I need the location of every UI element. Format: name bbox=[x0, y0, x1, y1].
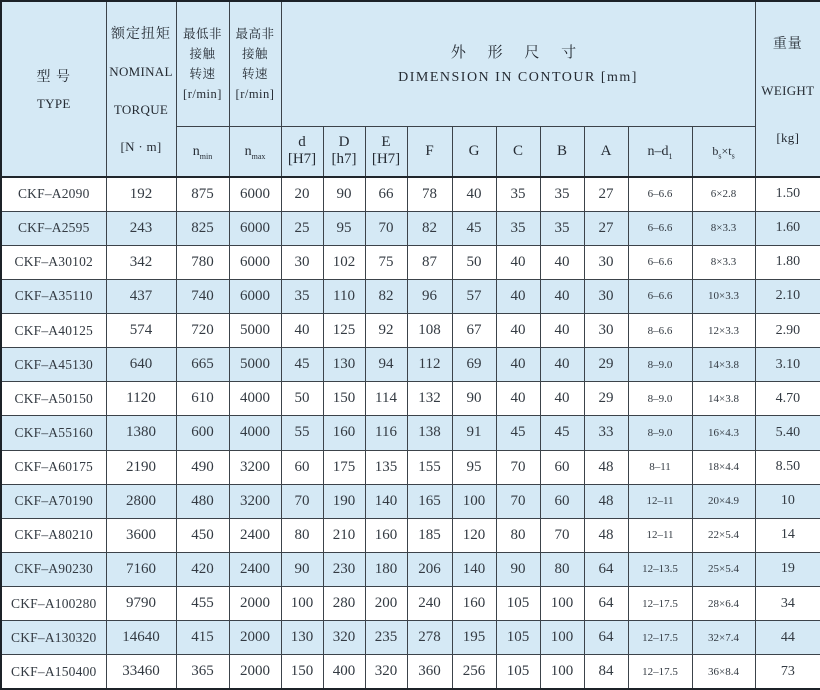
subcol-E-tolerance: [H7] bbox=[371, 151, 401, 168]
cell-bxt: 25×5.4 bbox=[692, 552, 755, 586]
cell-F: 96 bbox=[407, 279, 452, 313]
cell-E: 82 bbox=[365, 279, 407, 313]
cell-bxt: 16×4.3 bbox=[692, 416, 755, 450]
cell-C: 40 bbox=[496, 348, 540, 382]
cell-bxt: 10×3.3 bbox=[692, 279, 755, 313]
cell-d: 45 bbox=[281, 348, 323, 382]
torque-header-en2: TORQUE bbox=[113, 101, 169, 117]
torque-header-unit: [N · m] bbox=[120, 138, 162, 154]
cell-weight: 3.10 bbox=[755, 348, 820, 382]
cell-E: 66 bbox=[365, 177, 407, 211]
dimension-header-en: DIMENSION IN CONTOUR [mm] bbox=[398, 70, 638, 86]
cell-nd1: 8–9.0 bbox=[628, 348, 692, 382]
cell-d: 25 bbox=[281, 211, 323, 245]
cell-weight: 73 bbox=[755, 655, 820, 689]
cell-torque: 3600 bbox=[106, 518, 176, 552]
cell-d: 50 bbox=[281, 382, 323, 416]
cell-nd1: 12–17.5 bbox=[628, 655, 692, 689]
cell-model: CKF–A50150 bbox=[1, 382, 106, 416]
cell-weight: 14 bbox=[755, 518, 820, 552]
cell-bxt: 22×5.4 bbox=[692, 518, 755, 552]
cell-C: 40 bbox=[496, 382, 540, 416]
cell-B: 80 bbox=[540, 552, 584, 586]
cell-weight: 19 bbox=[755, 552, 820, 586]
subcol-nmin bbox=[176, 126, 229, 177]
cell-nmin: 720 bbox=[176, 314, 229, 348]
cell-D: 400 bbox=[323, 655, 365, 689]
weight-header-unit: [kg] bbox=[776, 129, 800, 145]
nmin-unit: [r/min] bbox=[183, 86, 222, 101]
table-row bbox=[1, 211, 820, 245]
cell-D: 175 bbox=[323, 450, 365, 484]
cell-E: 75 bbox=[365, 245, 407, 279]
cell-model: CKF–A30102 bbox=[1, 245, 106, 279]
cell-F: 278 bbox=[407, 621, 452, 655]
cell-nmin: 490 bbox=[176, 450, 229, 484]
cell-bxt: 8×3.3 bbox=[692, 245, 755, 279]
cell-model: CKF–A150400 bbox=[1, 655, 106, 689]
cell-nmin: 825 bbox=[176, 211, 229, 245]
cell-torque: 342 bbox=[106, 245, 176, 279]
cell-F: 87 bbox=[407, 245, 452, 279]
cell-C: 80 bbox=[496, 518, 540, 552]
table-row bbox=[1, 518, 820, 552]
cell-A: 33 bbox=[584, 416, 628, 450]
cell-D: 125 bbox=[323, 314, 365, 348]
cell-nmin: 365 bbox=[176, 655, 229, 689]
cell-nmax: 6000 bbox=[229, 211, 281, 245]
nmin-line1: 最低非 bbox=[182, 26, 222, 41]
cell-C: 35 bbox=[496, 211, 540, 245]
cell-C: 45 bbox=[496, 416, 540, 450]
cell-D: 130 bbox=[323, 348, 365, 382]
subcol-C: C bbox=[496, 126, 540, 177]
table-row bbox=[1, 245, 820, 279]
cell-D: 150 bbox=[323, 382, 365, 416]
cell-B: 40 bbox=[540, 382, 584, 416]
cell-D: 320 bbox=[323, 621, 365, 655]
cell-E: 116 bbox=[365, 416, 407, 450]
cell-nd1: 6–6.6 bbox=[628, 177, 692, 211]
cell-A: 27 bbox=[584, 177, 628, 211]
subcol-B: B bbox=[540, 126, 584, 177]
weight-header-zh: 重量 bbox=[772, 36, 803, 52]
cell-G: 95 bbox=[452, 450, 496, 484]
cell-G: 91 bbox=[452, 416, 496, 450]
cell-torque: 7160 bbox=[106, 552, 176, 586]
cell-A: 48 bbox=[584, 450, 628, 484]
cell-model: CKF–A2595 bbox=[1, 211, 106, 245]
cell-nd1: 12–11 bbox=[628, 518, 692, 552]
cell-F: 155 bbox=[407, 450, 452, 484]
cell-weight: 10 bbox=[755, 484, 820, 518]
cell-nmin: 610 bbox=[176, 382, 229, 416]
cell-nmin: 740 bbox=[176, 279, 229, 313]
cell-weight: 5.40 bbox=[755, 416, 820, 450]
cell-C: 40 bbox=[496, 279, 540, 313]
cell-weight: 8.50 bbox=[755, 450, 820, 484]
table-row bbox=[1, 382, 820, 416]
col-header-type bbox=[1, 1, 106, 177]
cell-weight: 2.90 bbox=[755, 314, 820, 348]
cell-E: 140 bbox=[365, 484, 407, 518]
cell-nmax: 2400 bbox=[229, 518, 281, 552]
cell-nmax: 6000 bbox=[229, 245, 281, 279]
cell-model: CKF–A40125 bbox=[1, 314, 106, 348]
subcol-F: F bbox=[407, 126, 452, 177]
cell-model: CKF–A60175 bbox=[1, 450, 106, 484]
cell-B: 60 bbox=[540, 450, 584, 484]
cell-bxt: 20×4.9 bbox=[692, 484, 755, 518]
cell-nmin: 780 bbox=[176, 245, 229, 279]
cell-G: 195 bbox=[452, 621, 496, 655]
cell-F: 138 bbox=[407, 416, 452, 450]
cell-D: 102 bbox=[323, 245, 365, 279]
subcol-D bbox=[323, 126, 365, 177]
cell-nmax: 2000 bbox=[229, 655, 281, 689]
cell-G: 69 bbox=[452, 348, 496, 382]
cell-F: 82 bbox=[407, 211, 452, 245]
cell-nmin: 415 bbox=[176, 621, 229, 655]
nmin-subscript: min bbox=[199, 152, 213, 162]
type-header-en: TYPE bbox=[36, 96, 71, 111]
cell-B: 100 bbox=[540, 587, 584, 621]
table-row bbox=[1, 552, 820, 586]
torque-header-zh: 额定扭矩 bbox=[111, 27, 171, 43]
cell-C: 40 bbox=[496, 314, 540, 348]
cell-A: 27 bbox=[584, 211, 628, 245]
nd1-base: n–d bbox=[647, 144, 669, 160]
cell-B: 40 bbox=[540, 245, 584, 279]
nmax-subscript: max bbox=[251, 152, 266, 162]
table-header bbox=[1, 1, 820, 177]
table-row bbox=[1, 621, 820, 655]
cell-torque: 9790 bbox=[106, 587, 176, 621]
cell-model: CKF–A45130 bbox=[1, 348, 106, 382]
cell-E: 235 bbox=[365, 621, 407, 655]
cell-nmax: 3200 bbox=[229, 484, 281, 518]
cell-nmax: 3200 bbox=[229, 450, 281, 484]
nmin-line3: 转速 bbox=[189, 66, 216, 81]
subcol-d-symbol: d bbox=[298, 134, 306, 151]
cell-model: CKF–A2090 bbox=[1, 177, 106, 211]
table-row bbox=[1, 314, 820, 348]
cell-d: 60 bbox=[281, 450, 323, 484]
cell-C: 90 bbox=[496, 552, 540, 586]
cell-B: 40 bbox=[540, 348, 584, 382]
cell-d: 20 bbox=[281, 177, 323, 211]
cell-torque: 33460 bbox=[106, 655, 176, 689]
cell-bxt: 14×3.8 bbox=[692, 348, 755, 382]
cell-nmin: 480 bbox=[176, 484, 229, 518]
cell-model: CKF–A100280 bbox=[1, 587, 106, 621]
cell-d: 55 bbox=[281, 416, 323, 450]
cell-nmin: 455 bbox=[176, 587, 229, 621]
cell-bxt: 14×3.8 bbox=[692, 382, 755, 416]
subcol-D-symbol: D bbox=[338, 134, 350, 151]
cell-C: 70 bbox=[496, 450, 540, 484]
table-row bbox=[1, 450, 820, 484]
subcol-E-symbol: E bbox=[381, 134, 391, 151]
cell-torque: 1120 bbox=[106, 382, 176, 416]
cell-F: 360 bbox=[407, 655, 452, 689]
cell-G: 256 bbox=[452, 655, 496, 689]
subcol-bxt bbox=[692, 126, 755, 177]
cell-weight: 4.70 bbox=[755, 382, 820, 416]
subcol-D-tolerance: [h7] bbox=[331, 151, 357, 168]
cell-A: 30 bbox=[584, 245, 628, 279]
cell-A: 64 bbox=[584, 587, 628, 621]
cell-G: 50 bbox=[452, 245, 496, 279]
cell-nd1: 8–9.0 bbox=[628, 416, 692, 450]
cell-nd1: 12–11 bbox=[628, 484, 692, 518]
cell-d: 130 bbox=[281, 621, 323, 655]
cell-G: 90 bbox=[452, 382, 496, 416]
cell-weight: 34 bbox=[755, 587, 820, 621]
cell-B: 35 bbox=[540, 177, 584, 211]
cell-G: 140 bbox=[452, 552, 496, 586]
col-header-nmax bbox=[229, 1, 281, 126]
subcol-G: G bbox=[452, 126, 496, 177]
cell-F: 165 bbox=[407, 484, 452, 518]
cell-nmax: 5000 bbox=[229, 314, 281, 348]
cell-model: CKF–A70190 bbox=[1, 484, 106, 518]
table-row bbox=[1, 655, 820, 689]
cell-bxt: 6×2.8 bbox=[692, 177, 755, 211]
cell-D: 280 bbox=[323, 587, 365, 621]
cell-E: 94 bbox=[365, 348, 407, 382]
cell-D: 110 bbox=[323, 279, 365, 313]
cell-A: 30 bbox=[584, 279, 628, 313]
cell-nmax: 4000 bbox=[229, 416, 281, 450]
cell-F: 132 bbox=[407, 382, 452, 416]
cell-torque: 437 bbox=[106, 279, 176, 313]
subcol-A: A bbox=[584, 126, 628, 177]
cell-nd1: 12–17.5 bbox=[628, 587, 692, 621]
cell-bxt: 28×6.4 bbox=[692, 587, 755, 621]
cell-bxt: 12×3.3 bbox=[692, 314, 755, 348]
cell-nd1: 6–6.6 bbox=[628, 245, 692, 279]
nmax-line3: 转速 bbox=[241, 66, 268, 81]
cell-B: 40 bbox=[540, 279, 584, 313]
cell-weight: 1.80 bbox=[755, 245, 820, 279]
table-row bbox=[1, 484, 820, 518]
cell-C: 40 bbox=[496, 245, 540, 279]
cell-nmax: 6000 bbox=[229, 279, 281, 313]
cell-A: 64 bbox=[584, 552, 628, 586]
col-header-torque bbox=[106, 1, 176, 177]
nmax-line1: 最高非 bbox=[235, 26, 275, 41]
cell-nmin: 665 bbox=[176, 348, 229, 382]
cell-d: 70 bbox=[281, 484, 323, 518]
cell-A: 84 bbox=[584, 655, 628, 689]
cell-C: 70 bbox=[496, 484, 540, 518]
cell-torque: 2800 bbox=[106, 484, 176, 518]
cell-torque: 574 bbox=[106, 314, 176, 348]
nd1-subscript: 1 bbox=[668, 152, 673, 162]
cell-F: 78 bbox=[407, 177, 452, 211]
cell-nd1: 12–13.5 bbox=[628, 552, 692, 586]
cell-model: CKF–A80210 bbox=[1, 518, 106, 552]
cell-weight: 1.60 bbox=[755, 211, 820, 245]
cell-nd1: 8–6.6 bbox=[628, 314, 692, 348]
cell-nmin: 420 bbox=[176, 552, 229, 586]
cell-nd1: 8–9.0 bbox=[628, 382, 692, 416]
nmax-line2: 接触 bbox=[241, 46, 268, 61]
cell-d: 90 bbox=[281, 552, 323, 586]
cell-B: 40 bbox=[540, 314, 584, 348]
cell-weight: 44 bbox=[755, 621, 820, 655]
cell-C: 105 bbox=[496, 621, 540, 655]
nmax-symbol: n bbox=[244, 144, 252, 160]
cell-nmax: 5000 bbox=[229, 348, 281, 382]
cell-E: 70 bbox=[365, 211, 407, 245]
subcol-nmax bbox=[229, 126, 281, 177]
torque-header-en1: NOMINAL bbox=[109, 64, 173, 80]
table-body bbox=[1, 177, 820, 689]
cell-D: 230 bbox=[323, 552, 365, 586]
cell-E: 135 bbox=[365, 450, 407, 484]
table-row bbox=[1, 279, 820, 313]
cell-nd1: 6–6.6 bbox=[628, 279, 692, 313]
cell-G: 40 bbox=[452, 177, 496, 211]
cell-G: 67 bbox=[452, 314, 496, 348]
cell-nd1: 6–6.6 bbox=[628, 211, 692, 245]
table-row bbox=[1, 416, 820, 450]
cell-nmin: 875 bbox=[176, 177, 229, 211]
cell-E: 92 bbox=[365, 314, 407, 348]
cell-D: 190 bbox=[323, 484, 365, 518]
cell-model: CKF–A55160 bbox=[1, 416, 106, 450]
cell-B: 100 bbox=[540, 621, 584, 655]
cell-nmax: 2000 bbox=[229, 587, 281, 621]
cell-G: 120 bbox=[452, 518, 496, 552]
cell-F: 240 bbox=[407, 587, 452, 621]
cell-D: 95 bbox=[323, 211, 365, 245]
cell-weight: 1.50 bbox=[755, 177, 820, 211]
cell-nmin: 450 bbox=[176, 518, 229, 552]
cell-C: 105 bbox=[496, 655, 540, 689]
cell-bxt: 8×3.3 bbox=[692, 211, 755, 245]
table-row bbox=[1, 587, 820, 621]
table-row bbox=[1, 177, 820, 211]
cell-G: 160 bbox=[452, 587, 496, 621]
cell-torque: 640 bbox=[106, 348, 176, 382]
cell-D: 160 bbox=[323, 416, 365, 450]
cell-d: 30 bbox=[281, 245, 323, 279]
cell-F: 185 bbox=[407, 518, 452, 552]
cell-G: 45 bbox=[452, 211, 496, 245]
cell-C: 35 bbox=[496, 177, 540, 211]
cell-A: 30 bbox=[584, 314, 628, 348]
subcol-E bbox=[365, 126, 407, 177]
cell-A: 29 bbox=[584, 348, 628, 382]
nmax-unit: [r/min] bbox=[235, 86, 275, 101]
cell-G: 57 bbox=[452, 279, 496, 313]
cell-d: 150 bbox=[281, 655, 323, 689]
cell-A: 48 bbox=[584, 518, 628, 552]
cell-nmax: 6000 bbox=[229, 177, 281, 211]
cell-bxt: 36×8.4 bbox=[692, 655, 755, 689]
cell-torque: 243 bbox=[106, 211, 176, 245]
cell-A: 48 bbox=[584, 484, 628, 518]
cell-model: CKF–A35110 bbox=[1, 279, 106, 313]
cell-D: 210 bbox=[323, 518, 365, 552]
col-header-weight bbox=[755, 1, 820, 177]
cell-bxt: 32×7.4 bbox=[692, 621, 755, 655]
bxt-expression: $b_s\times t_s$ bbox=[712, 144, 735, 161]
cell-A: 29 bbox=[584, 382, 628, 416]
nmin-symbol: n bbox=[192, 144, 200, 160]
cell-E: 180 bbox=[365, 552, 407, 586]
cell-A: 64 bbox=[584, 621, 628, 655]
cell-E: 200 bbox=[365, 587, 407, 621]
subcol-nd1 bbox=[628, 126, 692, 177]
subcol-d bbox=[281, 126, 323, 177]
cell-E: 160 bbox=[365, 518, 407, 552]
cell-torque: 1380 bbox=[106, 416, 176, 450]
cell-nd1: 8–11 bbox=[628, 450, 692, 484]
dimension-header-zh: 外 形 尺 寸 bbox=[450, 45, 586, 62]
cell-B: 60 bbox=[540, 484, 584, 518]
type-header-zh: 型 号 bbox=[36, 70, 71, 85]
cell-B: 70 bbox=[540, 518, 584, 552]
cell-model: CKF–A130320 bbox=[1, 621, 106, 655]
cell-bxt: 18×4.4 bbox=[692, 450, 755, 484]
cell-model: CKF–A90230 bbox=[1, 552, 106, 586]
cell-B: 45 bbox=[540, 416, 584, 450]
cell-C: 105 bbox=[496, 587, 540, 621]
table-row bbox=[1, 348, 820, 382]
cell-d: 40 bbox=[281, 314, 323, 348]
cell-torque: 14640 bbox=[106, 621, 176, 655]
cell-D: 90 bbox=[323, 177, 365, 211]
cell-E: 114 bbox=[365, 382, 407, 416]
weight-header-en: WEIGHT bbox=[761, 83, 815, 98]
cell-F: 206 bbox=[407, 552, 452, 586]
cell-d: 100 bbox=[281, 587, 323, 621]
cell-d: 35 bbox=[281, 279, 323, 313]
cell-F: 108 bbox=[407, 314, 452, 348]
cell-nmax: 2400 bbox=[229, 552, 281, 586]
col-header-nmin bbox=[176, 1, 229, 126]
cell-E: 320 bbox=[365, 655, 407, 689]
cell-B: 35 bbox=[540, 211, 584, 245]
cell-B: 100 bbox=[540, 655, 584, 689]
cell-torque: 2190 bbox=[106, 450, 176, 484]
cell-weight: 2.10 bbox=[755, 279, 820, 313]
cell-d: 80 bbox=[281, 518, 323, 552]
cell-nmax: 2000 bbox=[229, 621, 281, 655]
cell-nmax: 4000 bbox=[229, 382, 281, 416]
cell-nd1: 12–17.5 bbox=[628, 621, 692, 655]
col-header-dimension bbox=[281, 1, 755, 126]
cell-F: 112 bbox=[407, 348, 452, 382]
cell-torque: 192 bbox=[106, 177, 176, 211]
cell-nmin: 600 bbox=[176, 416, 229, 450]
cell-G: 100 bbox=[452, 484, 496, 518]
nmin-line2: 接触 bbox=[189, 46, 216, 61]
subcol-d-tolerance: [H7] bbox=[287, 151, 317, 168]
